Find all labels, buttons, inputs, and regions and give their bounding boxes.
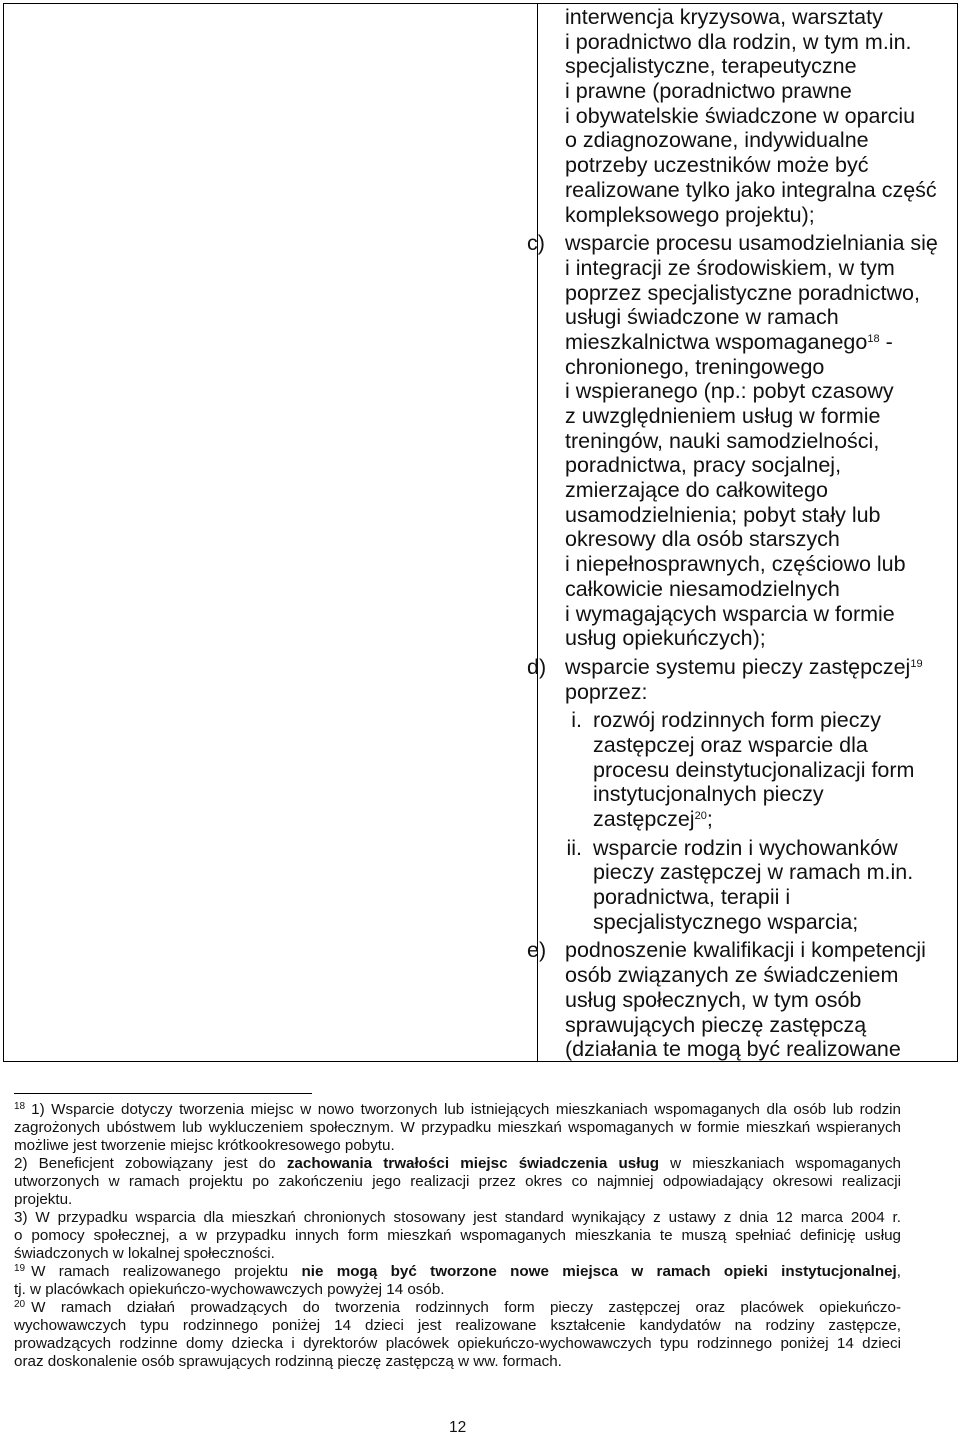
text-line: poradnictwa, terapii i (593, 885, 791, 910)
footnote-text: 1) Wsparcie dotyczy tworzenia miejsc w nowo tworzonych lub istniejących mieszkaniach wspomaganych dla osób lub rodzin (31, 1101, 901, 1118)
text-line: całkowicie niesamodzielnych (565, 576, 840, 601)
text-line: kompleksowego projektu); (565, 202, 815, 227)
text-line: wsparcie procesu usamodzielniania się (565, 231, 938, 256)
text-line: usług społecznych, w tym osób (565, 987, 862, 1012)
text-line: i poradnictwo dla rodzin, w tym m.in. (565, 29, 912, 54)
footnote-line: świadczonych w lokalnej społeczności. (14, 1245, 275, 1262)
sub-label-i: i. (571, 708, 582, 733)
footnote-bold-text: zachowania trwałości miejsc świadczenia usług (286, 1155, 659, 1172)
text-line: chronionego, treningowego (565, 354, 825, 379)
footnote-text: , (896, 1263, 901, 1280)
footnote-line (14, 1263, 901, 1281)
text-line: poradnictwa, pracy socjalnej, (565, 453, 842, 478)
footnote-line: wychowawczych typu rodzinnego poniżej 14 dzieci jest realizowane kształcenie kandydatów na rodziny zastępcze, (14, 1317, 901, 1334)
text-line: podnoszenie kwalifikacji i kompetencji (565, 938, 926, 963)
text-line: osób związanych ze świadczeniem (565, 963, 899, 988)
footnote-ref-18: 18 (867, 332, 880, 345)
list-item-c (527, 231, 955, 651)
footnote-line (14, 1299, 901, 1317)
text-line: usługi świadczone w ramach (565, 305, 839, 330)
footnote-line: utworzonych w ramach projektu po zakończeniu jego realizacji przez okres co najmniej odpowiadający okresowi realizacji (14, 1173, 901, 1190)
text-line: i obywatelskie świadczone w oparciu (565, 103, 916, 128)
text-line-with-footnote-ref (593, 807, 955, 832)
text-line: realizowane tylko jako integralna część (565, 177, 937, 202)
text-line: instytucjonalnych pieczy (593, 782, 824, 807)
sub-item-ii (565, 836, 955, 935)
text-line: i wspieranego (np.: pobyt czasowy (565, 379, 894, 404)
text-segment: - (879, 329, 893, 354)
text-line: potrzeby uczestników może być (565, 153, 869, 178)
footnote-line: tj. w placówkach opiekuńczo-wychowawczych powyżej 14 osób. (14, 1281, 445, 1298)
footnote-text: w mieszkaniach wspomaganych (659, 1155, 901, 1172)
text-line: poprzez: (565, 679, 648, 704)
text-line: interwencja kryzysowa, warsztaty (565, 5, 883, 29)
text-line: zastępczej oraz wsparcie dla (593, 732, 868, 757)
footnote-mark-20: 20 (14, 1299, 26, 1310)
text-line: specjalistycznego wsparcia; (593, 909, 859, 934)
text-line: usług opiekuńczych); (565, 626, 766, 651)
text-line: i prawne (poradnictwo prawne (565, 79, 852, 104)
table-cell-left (4, 4, 537, 1061)
text-line: usamodzielnienia; pobyt stały lub (565, 502, 881, 527)
text-line: specjalistyczne, terapeutyczne (565, 54, 857, 79)
footnote-line (14, 1155, 901, 1173)
footnote-line: prowadzących rodzinne domy dziecka i dyrektorów placówek opiekuńczo-wychowawczych typu rodzinnego poniżej 14 dzieci (14, 1335, 901, 1352)
footnote-separator (14, 1093, 312, 1094)
footnote-line: 3) W przypadku wsparcia dla mieszkań chronionych stosowany jest standard wynikający z ustawy z dnia 12 marca 2004 r. (14, 1209, 901, 1226)
text-line: rozwój rodzinnych form pieczy (593, 708, 881, 733)
footnote-line: oraz doskonalenie osób sprawujących rodzinną pieczę zastępczą w ww. formach. (14, 1353, 562, 1370)
text-line: i integracji ze środowiskiem, w tym (565, 255, 895, 280)
footnote-text: W ramach realizowanego projektu (31, 1263, 302, 1280)
text-line-with-footnote-ref (565, 655, 955, 680)
footnote-line (14, 1101, 901, 1119)
list-item-e (527, 938, 955, 1061)
footnote-line: możliwe jest tworzenie miejsc krótkookresowego pobytu. (14, 1137, 395, 1154)
text-segment: wsparcie systemu pieczy zastępczej (565, 654, 911, 679)
text-line: okresowy dla osób starszych (565, 527, 840, 552)
continuation-paragraph (527, 5, 955, 227)
footnote-ref-20: 20 (694, 810, 707, 822)
footnote-line: o pomocy społecznej, a w przypadku innych form mieszkań wspomaganych mieszkania te muszą spełniać definicję usług (14, 1227, 901, 1244)
text-line-with-footnote-ref (565, 330, 955, 355)
sub-item-i (565, 708, 955, 831)
text-line: o zdiagnozowane, indywidualne (565, 128, 869, 153)
text-line: sprawujących pieczę zastępczą (565, 1012, 867, 1037)
table-cell-right (527, 5, 955, 1062)
footnote-mark-18: 18 (14, 1101, 26, 1112)
footnote-line: zagrożonych ubóstwem lub wykluczeniem społecznym. W przypadku mieszkań wspomaganych w formie mieszkań wspieranych (14, 1119, 901, 1136)
text-line: z uwzględnieniem usług w formie (565, 404, 881, 428)
sub-label-ii: ii. (566, 835, 582, 860)
text-line: i wymagających wsparcia w formie (565, 601, 895, 626)
footnote-bold-text: nie mogą być tworzone nowe miejsca w ramach opieki instytucjonalnej (301, 1263, 897, 1280)
footnotes (14, 1101, 901, 1371)
text-segment: ; (706, 807, 713, 831)
text-line: procesu deinstytucjonalizacji form (593, 757, 915, 782)
footnote-ref-19: 19 (910, 657, 923, 670)
page-number: 12 (449, 1419, 467, 1436)
footnote-line: projektu. (14, 1191, 73, 1208)
text-line: zmierzające do całkowitego (565, 478, 828, 503)
text-line: (działania te mogą być realizowane (565, 1037, 901, 1062)
text-line: wsparcie rodzin i wychowanków (593, 835, 898, 860)
footnote-mark-19: 19 (14, 1263, 26, 1274)
text-line: pieczy zastępczej w ramach m.in. (593, 860, 914, 885)
text-line: poprzez specjalistyczne poradnictwo, (565, 280, 920, 305)
footnote-text: W ramach działań prowadzących do tworzenia rodzinnych form pieczy zastępczej oraz placówek opiekuńczo- (31, 1299, 901, 1316)
list-item-d (527, 655, 955, 935)
text-segment: zastępczej (593, 807, 695, 831)
list-label-d: d) (527, 654, 547, 679)
text-line: i niepełnosprawnych, częściowo lub (565, 552, 906, 577)
list-label-e: e) (527, 938, 547, 963)
text-line: treningów, nauki samodzielności, (565, 428, 880, 453)
footnote-text: 2) Beneficjent zobowiązany jest do (14, 1155, 287, 1172)
text-segment: mieszkalnictwa wspomaganego (565, 329, 868, 354)
list-label-c: c) (527, 231, 545, 256)
